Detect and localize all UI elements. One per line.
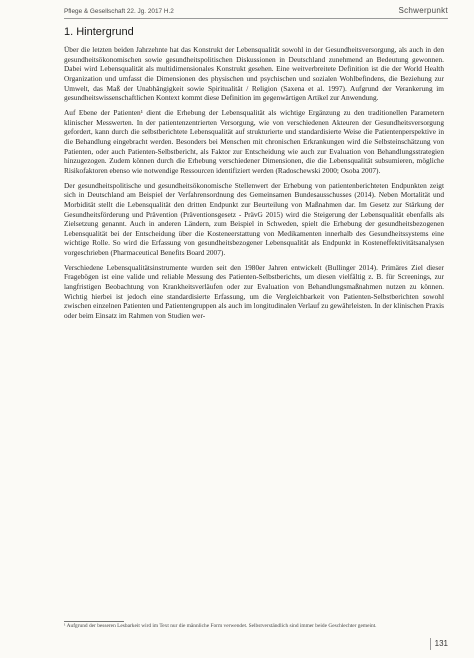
paragraph: Der gesundheitspolitische und gesundheitsökonomische Stellenwert der Erhebung von patientenberichteten Endpunkten zeigt sich in Deutschland am Beispiel der Verfahrensordnung des Gemeinsamen Bundesausschusses (2014). Neben Mortalität und Morbidität stellt die Lebensqualität den dritten Endpunkt zur Beurteilung von Maßnahmen dar. Im Gesetz zur Stärkung der Gesundheitsförderung und Prävention (Präventionsgesetz - PrävG 2015) wird die Steigerung der Lebensqualität ebenfalls als Zielsetzung genannt. Auch in anderen Ländern, zum Beispiel in Schweden, spielt die Erhebung der gesundheitsbezogenen Lebensqualität bei der Entscheidung über die Kosteneerstattung von Medikamenten innerhalb des Gesundheitssystems eine wichtige Rolle. So wird die Erfassung von gesundheitsbezogener Lebensqualität als Endpunkt in Kosteneffektivitätsanalysen vorgeschrieben (Pharmaceutical Benefits Board 2007). <box>64 180 444 258</box>
journal-title: Pflege & Gesellschaft 22. Jg. 2017 H.2 <box>64 8 174 15</box>
section-heading: 1. Hintergrund <box>64 26 134 38</box>
footnote-divider <box>64 621 124 622</box>
running-header <box>64 4 448 19</box>
page-number: 131 <box>430 638 448 650</box>
section-label: Schwerpunkt <box>398 6 448 15</box>
paragraph: Über die letzten beiden Jahrzehnte hat das Konstrukt der Lebensqualität sowohl in der Gesundheitsversorgung, als auch in den gesundheitsökonomischen sowie gesundheitspolitischen Diskussionen in Deutschland zunehmend an Bedeutung gewonnen. Dabei wird Lebensqualität als multidimensionales Konstrukt gesehen. Eine weitverbreitete Definition ist die der World Health Organization und umfasst die Dimensionen des physischen und psychischen und sozialen Wohlbefindens, die Beziehung zur Umwelt, das Maß der Unabhängigkeit sowie Spiritualität / Religion (Saxena et al. 1997). Aufgrund der Verankerung im gesundheitswissenschaftlichen Kontext kommt diese Definition im gegenwärtigen Artikel zur Anwendung. <box>64 45 444 103</box>
paragraph: Auf Ebene der Patienten¹ dient die Erhebung der Lebensqualität als wichtige Ergänzung zu den traditionellen Parametern klinischer Messwerten. In der patientenzentrierten Versorgung, wie von verschiedenen Akteuren der Gesundheitsversorgung gefordert, kann durch die selbstberichtete Lebensqualität auf strukturierte und standardisierte Weise die Patientenperspektive in die Behandlung eingebracht werden. Besonders bei Menschen mit chronischen Erkrankungen wird die Selbsteinschätzung von Patienten, oder auch Patienten-Selbstbericht, als Faktor zur Entscheidung wie auch zur Evaluation von Behandlungsstrategien hinzugezogen. Zudem können durch die Erhebung verschiedener Dimensionen, die die Lebensqualität subsumieren, mögliche Risikofaktoren ebenso wie notwendige Ressourcen identifiziert werden (Radoschewski 2000; Osoba 2007). <box>64 107 444 175</box>
body-text <box>64 45 444 326</box>
paragraph: Verschiedene Lebensqualitätsinstrumente wurden seit den 1980er Jahren entwickelt (Bullinger 2014). Primäres Ziel dieser Fragebögen ist eine valide und reliable Messung des Patienten-Selbstberichts, um diesen vielfältig z. B. für Screenings, zur langfristigen Beobachtung von Krankheitsverläufen oder zur Evaluation von Behandlungsmaßnahmen nutzen zu können. Wichtig hierbei ist jedoch eine standardisierte Erfassung, um die Vergleichbarkeit von Patienten-Selbstberichten sowohl zwischen einzelnen Patienten und Patientengruppen als auch im longitudinalen Verlauf zu gewährleisten. In der klinischen Praxis oder beim Einsatz im Rahmen von Studien wer- <box>64 262 444 321</box>
footnote: ¹ Aufgrund der besseren Lesbarkeit wird im Text nur die männliche Form verwendet. Selbstverständlich sind immer beide Geschlechter gemeint. <box>64 623 377 629</box>
